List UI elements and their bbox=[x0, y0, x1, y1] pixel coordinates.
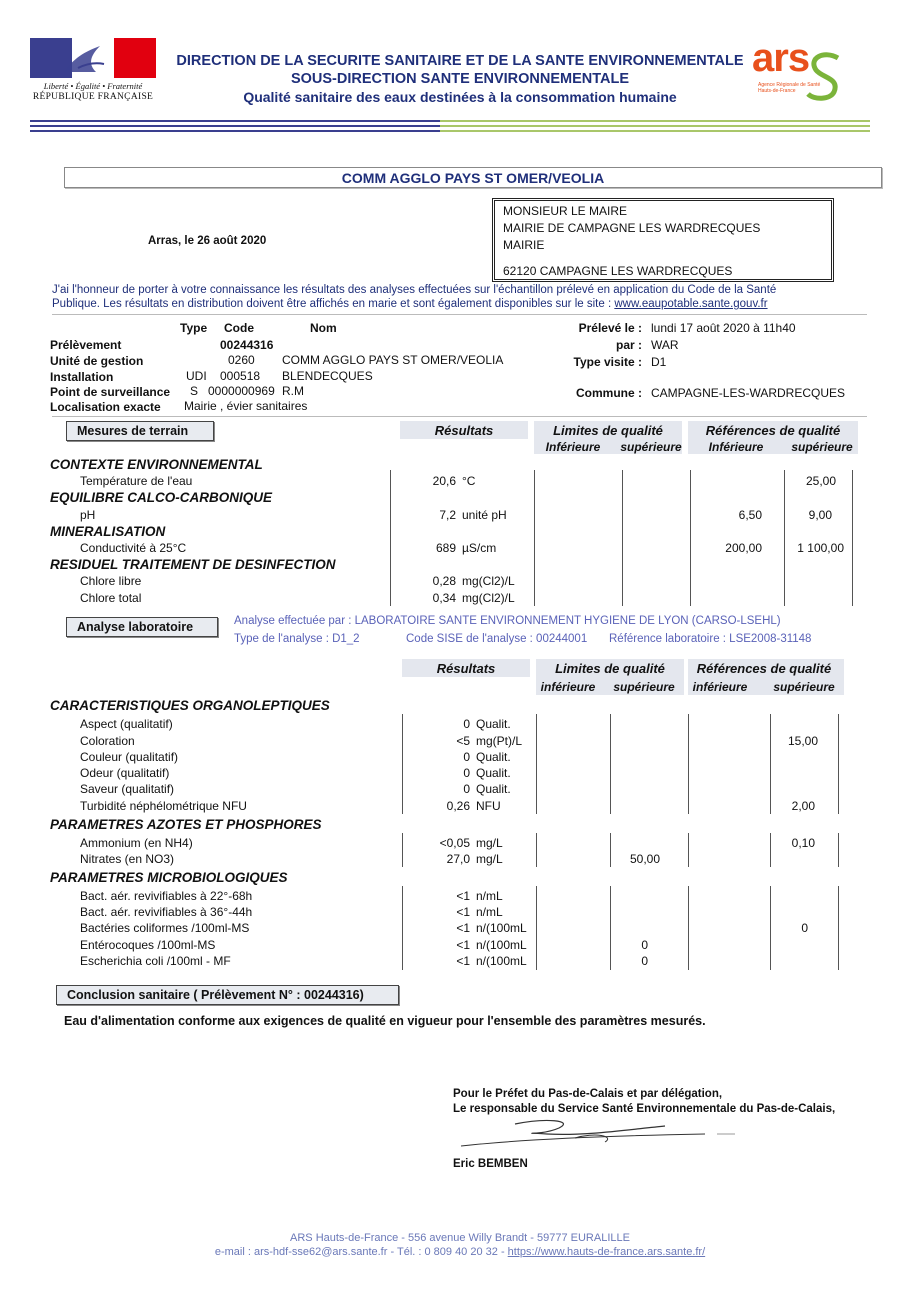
param-result: 0 bbox=[463, 782, 470, 796]
param-name: Couleur (qualitatif) bbox=[80, 750, 179, 764]
terrain-section-title: EQUILIBRE CALCO-CARBONIQUE bbox=[50, 490, 272, 505]
param-result: <5 bbox=[456, 734, 470, 748]
param-unit: mg/L bbox=[476, 836, 503, 850]
terrain-ref-inf-header: Inférieure bbox=[708, 440, 764, 454]
param-unit: Qualit. bbox=[476, 750, 511, 764]
labo-refs-header: Références de qualité bbox=[696, 661, 832, 676]
terrain-refs-header: Références de qualité bbox=[705, 423, 841, 438]
labo-section-title: PARAMETRES AZOTES ET PHOSPHORES bbox=[50, 817, 322, 832]
commune-label: Commune : bbox=[576, 386, 642, 400]
terrain-lim-inf-header: Inférieure bbox=[545, 440, 601, 454]
header-title-subdirection: SOUS-DIRECTION SANTE ENVIRONNEMENTALE bbox=[290, 71, 630, 87]
param-result: <1 bbox=[456, 954, 470, 968]
param-name: pH bbox=[80, 508, 96, 522]
param-result: 0,28 bbox=[432, 574, 456, 588]
param-name: Bactéries coliformes /100ml-MS bbox=[80, 921, 250, 935]
ars-caption-agency: Agence Régionale de Santé bbox=[758, 82, 821, 88]
param-result: 0 bbox=[463, 750, 470, 764]
address-box bbox=[492, 198, 834, 282]
par-label: par : bbox=[615, 338, 642, 352]
labo-vline bbox=[536, 886, 537, 970]
unite-code: 0260 bbox=[228, 353, 255, 367]
param-unit: mg(Cl2)/L bbox=[462, 591, 515, 605]
point-label: Point de surveillance bbox=[50, 385, 171, 399]
unite-nom: COMM AGGLO PAYS ST OMER/VEOLIA bbox=[282, 353, 504, 367]
network-title-box bbox=[64, 167, 882, 188]
labo-vline bbox=[688, 833, 689, 867]
param-ref-sup: 2,00 bbox=[791, 799, 815, 813]
param-unit: Qualit. bbox=[476, 782, 511, 796]
network-title: COMM AGGLO PAYS ST OMER/VEOLIA bbox=[341, 170, 605, 186]
labo-vline bbox=[610, 714, 611, 814]
param-name: Turbidité néphélométrique NFU bbox=[80, 799, 247, 813]
ars-logo-text: ars bbox=[752, 36, 810, 80]
param-result: 0 bbox=[463, 766, 470, 780]
header-title-quality: Qualité sanitaire des eaux destinées à la consommation humaine bbox=[243, 89, 677, 105]
param-result: <0,05 bbox=[439, 836, 470, 850]
col-header-type: Type bbox=[180, 321, 208, 335]
labo-ref-inf-header: inférieure bbox=[692, 680, 748, 694]
terrain-results-header: Résultats bbox=[434, 423, 494, 438]
param-name: Odeur (qualitatif) bbox=[80, 766, 170, 780]
labo-vline bbox=[402, 833, 403, 867]
param-result: 689 bbox=[435, 541, 456, 555]
param-name: Température de l'eau bbox=[80, 474, 193, 488]
footer-address: ARS Hauts-de-France - 556 avenue Willy Brandt - 59777 EURALILLE bbox=[290, 1232, 630, 1244]
intro-line-1: J'ai l'honneur de porter à votre connaissance les résultats des analyses effectuées sur l'échantillon prélevé en application du Code de la Santé bbox=[52, 284, 777, 296]
place-date: Arras, le 26 août 2020 bbox=[148, 235, 267, 247]
labo-section-title: PARAMETRES MICROBIOLOGIQUES bbox=[50, 870, 288, 885]
col-header-code: Code bbox=[224, 321, 254, 335]
type-visite-value: D1 bbox=[651, 355, 667, 369]
labo-performed-by: Analyse effectuée par : LABORATOIRE SANTE ENVIRONNEMENT HYGIENE DE LYON (CARSO-LSEHL) bbox=[234, 615, 781, 627]
conclusion-label: Conclusion sanitaire ( Prélèvement N° : 00244316) bbox=[56, 985, 399, 1005]
terrain-section-title: RESIDUEL TRAITEMENT DE DESINFECTION bbox=[50, 557, 336, 572]
terrain-section-title: MINERALISATION bbox=[50, 524, 166, 539]
address-line-2: MAIRIE DE CAMPAGNE LES WARDRECQUES bbox=[503, 221, 761, 235]
param-lim-sup: 0 bbox=[641, 954, 648, 968]
labo-vline bbox=[402, 886, 403, 970]
col-header-nom: Nom bbox=[310, 321, 337, 335]
labo-code-sise: Code SISE de l'analyse : 00244001 bbox=[406, 633, 588, 645]
param-name: Ammonium (en NH4) bbox=[80, 836, 193, 850]
labo-vline bbox=[536, 833, 537, 867]
point-code: 0000000969 bbox=[208, 384, 275, 398]
param-unit: n/(100mL bbox=[476, 938, 527, 952]
param-ref-sup: 9,00 bbox=[808, 508, 832, 522]
preleve-le-label: Prélevé le : bbox=[578, 321, 642, 335]
param-ref-inf: 6,50 bbox=[738, 508, 762, 522]
labo-section-label: Analyse laboratoire bbox=[66, 617, 218, 637]
labo-type-analyse: Type de l'analyse : D1_2 bbox=[234, 633, 360, 645]
signature-line-2: Le responsable du Service Santé Environnementale du Pas-de-Calais, bbox=[453, 1103, 836, 1115]
terrain-section-label: Mesures de terrain bbox=[66, 421, 214, 441]
installation-type: UDI bbox=[186, 369, 207, 383]
param-ref-sup: 15,00 bbox=[787, 734, 818, 748]
param-unit: mg/L bbox=[476, 852, 503, 866]
handwritten-signature bbox=[455, 1114, 745, 1154]
param-result: <1 bbox=[456, 889, 470, 903]
labo-vline bbox=[688, 886, 689, 970]
param-result: 20,6 bbox=[432, 474, 456, 488]
labo-vline bbox=[838, 714, 839, 814]
param-unit: n/mL bbox=[476, 905, 503, 919]
labo-lim-sup-header: supérieure bbox=[613, 680, 675, 694]
param-unit: unité pH bbox=[462, 508, 507, 522]
param-result: <1 bbox=[456, 905, 470, 919]
footer-contact: e-mail : ars-hdf-sse62@ars.sante.fr - Tél. : 0 809 40 20 32 - https://www.hauts-de-france.ars.sante.fr/ bbox=[214, 1246, 706, 1258]
param-unit: °C bbox=[462, 474, 476, 488]
terrain-vline bbox=[690, 470, 691, 606]
ars-logo bbox=[752, 36, 842, 102]
param-ref-inf: 200,00 bbox=[725, 541, 762, 555]
marianne-motto: Liberté • Égalité • Fraternité bbox=[43, 81, 143, 91]
param-result: <1 bbox=[456, 938, 470, 952]
param-name: Conductivité à 25°C bbox=[80, 541, 187, 555]
labo-ref-sup-header: supérieure bbox=[773, 680, 835, 694]
type-visite-label: Type visite : bbox=[573, 355, 642, 369]
commune-value: CAMPAGNE-LES-WARDRECQUES bbox=[651, 386, 846, 400]
installation-label: Installation bbox=[50, 370, 114, 384]
localisation-label: Localisation exacte bbox=[50, 400, 161, 414]
param-ref-sup: 0,10 bbox=[791, 836, 815, 850]
signature-line-1: Pour le Préfet du Pas-de-Calais et par délégation, bbox=[453, 1088, 723, 1100]
param-name: Coloration bbox=[80, 734, 135, 748]
terrain-vline bbox=[390, 470, 391, 606]
param-result: 0,34 bbox=[432, 591, 456, 605]
intro-line-2: Publique. Les résultats en distribution doivent être affichés en marie et sont également disponibles sur le site : www.eaupotable.sante.gouv.fr bbox=[52, 298, 768, 310]
terrain-lim-sup-header: supérieure bbox=[620, 440, 682, 454]
param-unit: µS/cm bbox=[462, 541, 497, 555]
param-name: Aspect (qualitatif) bbox=[80, 717, 173, 731]
param-ref-sup: 25,00 bbox=[805, 474, 836, 488]
terrain-vline bbox=[784, 470, 785, 606]
labo-vline bbox=[838, 833, 839, 867]
param-result: 0 bbox=[463, 717, 470, 731]
sample-divider bbox=[52, 416, 867, 417]
installation-nom: BLENDECQUES bbox=[282, 369, 373, 383]
param-unit: Qualit. bbox=[476, 717, 511, 731]
ars-caption-region: Hauts-de-France bbox=[758, 88, 796, 94]
localisation-value: Mairie , évier sanitaires bbox=[184, 399, 308, 413]
param-lim-sup: 50,00 bbox=[629, 852, 660, 866]
terrain-vline bbox=[852, 470, 853, 606]
param-ref-sup: 0 bbox=[801, 921, 808, 935]
param-ref-sup: 1 100,00 bbox=[797, 541, 844, 555]
terrain-section-title: CONTEXTE ENVIRONNEMENTAL bbox=[50, 457, 263, 472]
param-name: Bact. aér. revivifiables à 36°-44h bbox=[80, 905, 253, 919]
point-nom: R.M bbox=[282, 384, 304, 398]
header-title-direction: DIRECTION DE LA SECURITE SANITAIRE ET DE LA SANTE ENVIRONNEMENTALE bbox=[176, 53, 744, 69]
terrain-vline bbox=[534, 470, 535, 606]
labo-section-title: CARACTERISTIQUES ORGANOLEPTIQUES bbox=[50, 698, 330, 713]
param-name: Escherichia coli /100ml - MF bbox=[80, 954, 231, 968]
intro-divider bbox=[52, 314, 867, 315]
param-name: Nitrates (en NO3) bbox=[80, 852, 175, 866]
labo-vline bbox=[536, 714, 537, 814]
param-result: <1 bbox=[456, 921, 470, 935]
preleve-le-value: lundi 17 août 2020 à 11h40 bbox=[651, 321, 796, 335]
ars-swoosh-icon bbox=[804, 52, 844, 102]
marianne-republic: RÉPUBLIQUE FRANÇAISE bbox=[32, 92, 154, 102]
param-lim-sup: 0 bbox=[641, 938, 648, 952]
labo-lim-inf-header: inférieure bbox=[540, 680, 596, 694]
labo-vline bbox=[838, 886, 839, 970]
param-name: Saveur (qualitatif) bbox=[80, 782, 175, 796]
eaupotable-link[interactable]: www.eaupotable.sante.gouv.fr bbox=[614, 298, 768, 310]
signatory-name: Eric BEMBEN bbox=[453, 1158, 528, 1170]
terrain-vline bbox=[622, 470, 623, 606]
labo-reference: Référence laboratoire : LSE2008-31148 bbox=[609, 633, 812, 645]
installation-code: 000518 bbox=[220, 369, 261, 383]
header-stripes bbox=[30, 120, 870, 134]
param-unit: mg(Cl2)/L bbox=[462, 574, 515, 588]
param-unit: n/mL bbox=[476, 889, 503, 903]
labo-vline bbox=[688, 714, 689, 814]
labo-limits-header: Limites de qualité bbox=[555, 661, 665, 676]
par-value: WAR bbox=[651, 338, 679, 352]
labo-results-header: Résultats bbox=[436, 661, 496, 676]
address-line-3: MAIRIE bbox=[503, 238, 545, 252]
address-line-4: 62120 CAMPAGNE LES WARDRECQUES bbox=[503, 264, 733, 278]
param-result: 0,26 bbox=[446, 799, 470, 813]
param-result: 27,0 bbox=[446, 852, 470, 866]
param-unit: n/(100mL bbox=[476, 921, 527, 935]
prelevement-code: 00244316 bbox=[220, 338, 274, 352]
terrain-limits-header: Limites de qualité bbox=[553, 423, 663, 438]
address-line-1: MONSIEUR LE MAIRE bbox=[503, 204, 628, 218]
param-unit: NFU bbox=[476, 799, 501, 813]
labo-vline bbox=[402, 714, 403, 814]
param-unit: n/(100mL bbox=[476, 954, 527, 968]
param-name: Chlore total bbox=[80, 591, 142, 605]
terrain-ref-sup-header: supérieure bbox=[791, 440, 853, 454]
point-type: S bbox=[190, 384, 199, 398]
conclusion-text: Eau d'alimentation conforme aux exigences de qualité en vigueur pour l'ensemble des paramètres mesurés. bbox=[64, 1014, 706, 1028]
prelevement-label: Prélèvement bbox=[50, 338, 122, 352]
param-name: Bact. aér. revivifiables à 22°-68h bbox=[80, 889, 253, 903]
param-name: Entérocoques /100ml-MS bbox=[80, 938, 216, 952]
unite-label: Unité de gestion bbox=[50, 354, 144, 368]
ars-website-link[interactable]: https://www.hauts-de-france.ars.sante.fr/ bbox=[507, 1246, 706, 1258]
param-result: 7,2 bbox=[439, 508, 456, 522]
param-name: Chlore libre bbox=[80, 574, 142, 588]
param-unit: mg(Pt)/L bbox=[476, 734, 523, 748]
param-unit: Qualit. bbox=[476, 766, 511, 780]
